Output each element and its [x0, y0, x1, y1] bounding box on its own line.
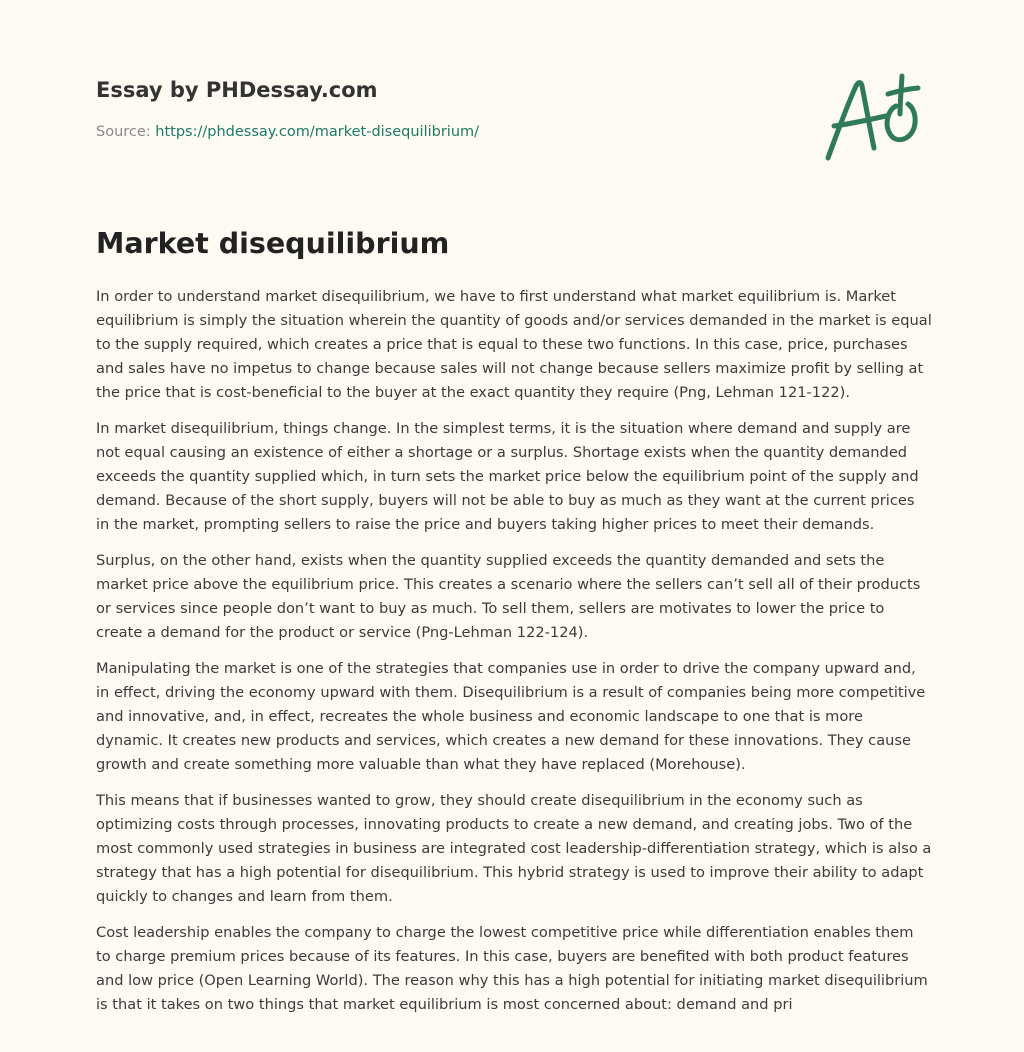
site-title: Essay by PHDessay.com [96, 78, 378, 102]
source-line [96, 122, 479, 142]
essay-body [96, 285, 932, 1029]
essay-paragraph: Cost leadership enables the company to charge the lowest competitive price while differentiation enables them to charge premium prices because of its features. In this case, buyers are benefited with both product features and low price (Open Learning World). The reason why this has a high potential for initiating market disequilibrium is that it takes on two things that market equilibrium is most concerned about: demand and pri [96, 924, 928, 1013]
essay-paragraph: Manipulating the market is one of the strategies that companies use in order to drive the company upward and, in effect, driving the economy upward with them. Disequilibrium is a result of companies being more competitive and innovative, and, in effect, recreates the whole business and economic landscape to one that is more dynamic. It creates new products and services, which creates a new demand for these innovations. They cause growth and create something more valuable than what they have replaced (Morehouse). [96, 660, 926, 773]
essay-title: Market disequilibrium [96, 227, 450, 260]
source-link[interactable]: https://phdessay.com/market-disequilibrium/ [155, 124, 480, 140]
essay-paragraph: This means that if businesses wanted to grow, they should create disequilibrium in the economy such as optimizing costs through processes, innovating products to create a new demand, and creating jobs. Two of the most commonly used strategies in business are integrated cost leadership-differentiation strategy, which is also a strategy that has a high potential for disequilibrium. This hybrid strategy is used to improve their ability to adapt quickly to changes and learn from them. [96, 792, 932, 905]
essay-paragraph: In market disequilibrium, things change. In the simplest terms, it is the situation where demand and supply are not equal causing an existence of either a shortage or a surplus. Shortage exists when the quantity demanded exceeds the quantity supplied which, in turn sets the market price below the equilibrium point of the supply and demand. Because of the short supply, buyers will not be able to buy as much as they want at the current prices in the market, prompting sellers to raise the price and buyers taking higher prices to meet their demands. [96, 420, 919, 533]
essay-paragraph: Surplus, on the other hand, exists when the quantity supplied exceeds the quantity demanded and sets the market price above the equilibrium price. This creates a scenario where the sellers can’t sell all of their products or services since people don’t want to buy as much. To sell them, sellers are motivates to lower the price to create a demand for the product or service (Png-Lehman 122-124). [96, 552, 921, 641]
essay-paragraph: In order to understand market disequilibrium, we have to first understand what market equilibrium is. Market equilibrium is simply the situation wherein the quantity of goods and/or services demanded in the market is equal to the supply required, which creates a price that is equal to these two functions. In this case, price, purchases and sales have no impetus to change because sales will not change because sellers maximize profit by selling at the price that is cost-beneficial to the buyer at the exact quantity they require (Png, Lehman 121-122). [96, 288, 932, 401]
a-plus-logo-icon [822, 70, 922, 162]
source-label: Source: [96, 124, 156, 140]
